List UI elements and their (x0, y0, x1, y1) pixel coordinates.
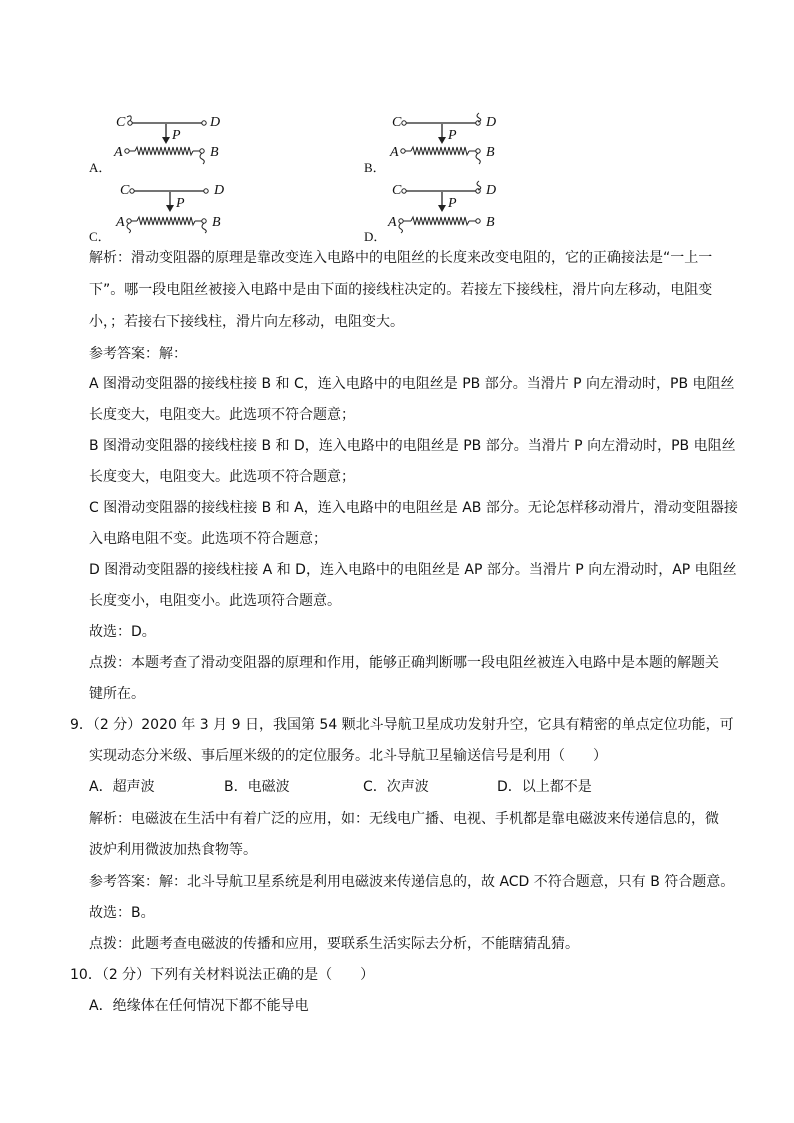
q8-answer-line: 参考答案：解： (89, 346, 187, 362)
q9-choice-b: B．电磁波 (224, 779, 290, 795)
label-d: D (486, 115, 497, 130)
rheostat-diagram-c (112, 178, 232, 234)
q9-choices (89, 777, 709, 797)
option-label-c: C． (89, 229, 111, 244)
rheostat-diagram-d (386, 178, 506, 234)
terminal-a (127, 219, 131, 223)
label-b: B (210, 145, 219, 160)
q8-answer-line: 长度变小，电阻变小。此选项符合题意。 (89, 593, 341, 609)
label-b: B (486, 215, 495, 230)
q8-answer-line: A 图滑动变阻器的接线柱接 B 和 C，连入电路中的电阻丝是 PB 部分。当滑片 P 向左滑动时，PB 电阻丝 (89, 376, 735, 392)
terminal-c (128, 121, 132, 125)
terminal-a (401, 149, 405, 153)
q10-option-a: A．绝缘体在任何情况下都不能导电 (89, 998, 309, 1014)
label-d: D (486, 183, 497, 198)
q9-choice-c: C．次声波 (363, 779, 429, 795)
label-c: C (120, 183, 130, 198)
label-p: P (176, 196, 185, 211)
label-c: C (392, 115, 402, 130)
option-label-a: A． (89, 160, 112, 175)
terminal-b (202, 219, 206, 223)
label-d: D (214, 183, 225, 198)
q9-choice-d: D．以上都不是 (497, 779, 592, 795)
q8-answer-line: B 图滑动变阻器的接线柱接 B 和 D，连入电路中的电阻丝是 PB 部分。当滑片 P 向左滑动时，PB 电阻丝 (89, 438, 736, 454)
resistance-coil-icon (135, 147, 193, 155)
q9-stem-line: 实现动态分米级、事后厘米级的的定位服务。北斗导航卫星输送信号是利用（ ） (89, 748, 607, 764)
terminal-d (204, 189, 208, 193)
terminal-b (200, 149, 204, 153)
wire-a-icon (127, 223, 131, 233)
q9-analysis-line: 解析：电磁波在生活中有着广泛的应用，如：无线电广播、电视、手机都是靠电磁波来传递信息的，微 (89, 811, 719, 827)
terminal-d (202, 121, 206, 125)
q8-analysis-line: 解析：滑动变阻器的原理是靠改变连入电路中的电阻丝的长度来改变电阻的，它的正确接法是“一上一 (89, 250, 713, 266)
q8-answer-line: D 图滑动变阻器的接线柱接 A 和 D，连入电路中的电阻丝是 AP 部分。当滑片 P 向左滑动时，AP 电阻丝 (89, 562, 737, 578)
wire-b-icon (202, 223, 206, 233)
q8-comment-line: 点拨：本题考查了滑动变阻器的原理和作用，能够正确判断哪一段电阻丝被连入电路中是本题的解题关 (89, 655, 719, 671)
label-d: D (210, 115, 221, 130)
label-b: B (486, 145, 495, 160)
terminal-b (476, 149, 480, 153)
terminal-a (125, 149, 129, 153)
q8-comment-line: 键所在。 (89, 686, 145, 702)
q10-stem: 10．（2 分）下列有关材料说法正确的是（ ） (70, 967, 375, 983)
terminal-c (402, 121, 406, 125)
q8-answer-line: 入电路电阻不变。此选项不符合题意； (89, 531, 327, 547)
terminal-a (399, 219, 403, 223)
rheostat-diagram-b (386, 110, 506, 166)
resistance-coil-icon (411, 217, 469, 225)
label-a: A (390, 145, 399, 160)
resistance-coil-icon (137, 217, 195, 225)
terminal-c (130, 189, 134, 193)
slider-arrow-icon (438, 205, 446, 212)
q9-stem-line: 9．（2 分）2020 年 3 月 9 日，我国第 54 颗北斗导航卫星成功发射升空，它具有精密的单点定位功能，可 (70, 717, 734, 733)
q8-analysis-line: 小，；若接右下接线柱，滑片向左移动，电阻变大。 (89, 314, 404, 330)
figure-d (386, 178, 506, 234)
label-p: P (448, 196, 457, 211)
terminal-c (402, 189, 406, 193)
terminal-b (476, 219, 480, 223)
q8-choice-result: 故选：D。 (89, 624, 156, 640)
q8-answer-line: 长度变大，电阻变大。此选项不符合题意； (89, 469, 355, 485)
q9-comment: 点拨：此题考查电磁波的传播和应用，要联系生活实际去分析，不能瞎猜乱猜。 (89, 936, 579, 952)
slider-arrow-icon (438, 137, 446, 144)
q9-answer: 参考答案：解：北斗导航卫星系统是利用电磁波来传递信息的，故 ACD 不符合题意，只有 B 符合题意。 (89, 874, 735, 890)
slider-arrow-icon (166, 205, 174, 212)
option-label-d: D． (364, 229, 387, 244)
q9-choice-result: 故选：B。 (89, 905, 155, 921)
slider-arrow-icon (162, 137, 170, 144)
label-a: A (114, 145, 123, 160)
label-b: B (212, 215, 221, 230)
q8-analysis-line: 下”。哪一段电阻丝被接入电路中是由下面的接线柱决定的。若接左下接线柱，滑片向左移动，电阻变 (89, 282, 713, 298)
option-label-b: B． (364, 160, 386, 175)
resistance-coil-icon (411, 147, 469, 155)
label-p: P (448, 128, 457, 143)
rheostat-diagram-a (110, 110, 230, 166)
q9-choice-a: A．超声波 (89, 779, 155, 795)
q8-answer-line: 长度变大，电阻变大。此选项不符合题意； (89, 407, 355, 423)
q8-answer-line: C 图滑动变阻器的接线柱接 B 和 A，连入电路中的电阻丝是 AB 部分。无论怎样移动滑片，滑动变阻器接 (89, 500, 738, 516)
figure-a (110, 110, 230, 166)
label-c: C (392, 183, 402, 198)
q9-analysis-line: 波炉利用微波加热食物等。 (89, 842, 257, 858)
label-p: P (172, 128, 181, 143)
figure-c (112, 178, 232, 234)
wire-b-icon (200, 153, 204, 164)
wire-b-icon (476, 153, 480, 164)
label-a: A (388, 215, 397, 230)
figure-b (386, 110, 506, 166)
label-a: A (116, 215, 125, 230)
label-c: C (116, 115, 126, 130)
wire-a-icon (399, 223, 403, 233)
